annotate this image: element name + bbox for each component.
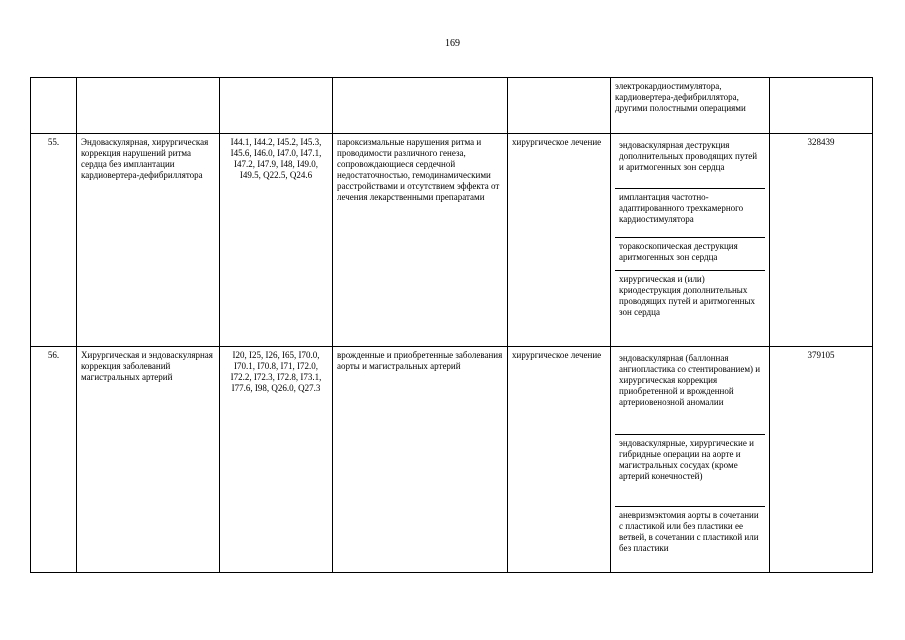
cell-name: [77, 78, 220, 134]
cell-method: электрокардиостимулятора, кардиовертера-дефибриллятора, другими полостными операциями: [611, 78, 770, 134]
procedures-table: [30, 77, 873, 573]
cost-value: 328439: [770, 134, 873, 347]
icd-codes: I20, I25, I26, I65, I70.0, I70.1, I70.8, I71, I72.0, I72.2, I72.3, I72.8, I73.1, I77.6, I98, Q26.0, Q27.3: [220, 347, 333, 573]
method-item: эндоваскулярная (баллонная ангиопластика со стентированием) и хирургическая коррекция приобретенной и врожденной артериовенозной аномалии: [619, 353, 761, 407]
procedure-name: Эндоваскулярная, хирургическая коррекция нарушений ритма сердца без имплантации кардиовертера-дефибриллятора: [77, 134, 220, 347]
cell-codes: [220, 78, 333, 134]
table-row: [31, 134, 873, 347]
method-item: эндоваскулярная деструкция дополнительных проводящих путей и аритмогенных зон сердца: [619, 140, 758, 172]
cost-value: 379105: [770, 347, 873, 573]
table-row: [31, 347, 873, 573]
table-row-continuation: [31, 78, 873, 134]
method-item: хирургическая и (или) криодеструкция дополнительных проводящих путей и аритмогенных зон сердца: [615, 270, 765, 336]
row-number: 56.: [31, 347, 77, 573]
page-number: 169: [445, 38, 460, 49]
treatment-methods: [611, 347, 770, 573]
treatment-type: хирургическое лечение: [508, 134, 611, 347]
icd-codes: I44.1, I44.2, I45.2, I45.3, I45.6, I46.0, I47.0, I47.1, I47.2, I47.9, I48, I49.0, I49.5, Q22.5, Q24.6: [220, 134, 333, 347]
treatment-methods: [611, 134, 770, 347]
cell-num: [31, 78, 77, 134]
cell-model: [333, 78, 508, 134]
procedure-name: Хирургическая и эндоваскулярная коррекция заболеваний магистральных артерий: [77, 347, 220, 573]
row-number: 55.: [31, 134, 77, 347]
patient-model: врожденные и приобретенные заболевания аорты и магистральных артерий: [333, 347, 508, 573]
method-item: эндоваскулярные, хирургические и гибридные операции на аорте и магистральных сосудах (кроме артерий конечностей): [615, 434, 765, 506]
method-item: аневризмэктомия аорты в сочетании с пластикой или без пластики ее ветвей, в сочетании с пластикой или без пластики: [615, 506, 765, 569]
method-item: имплантация частотно-адаптированного трехкамерного кардиостимулятора: [615, 188, 765, 237]
treatment-type: хирургическое лечение: [508, 347, 611, 573]
cell-cost: [770, 78, 873, 134]
patient-model: пароксизмальные нарушения ритма и проводимости различного генеза, сопровождающиеся сердечной недостаточностью, гемодинамическими расстройствами и отсутствием эффекта от лечения лекарственными препаратами: [333, 134, 508, 347]
method-item: торакоскопическая деструкция аритмогенных зон сердца: [615, 237, 765, 270]
cell-treatment: [508, 78, 611, 134]
